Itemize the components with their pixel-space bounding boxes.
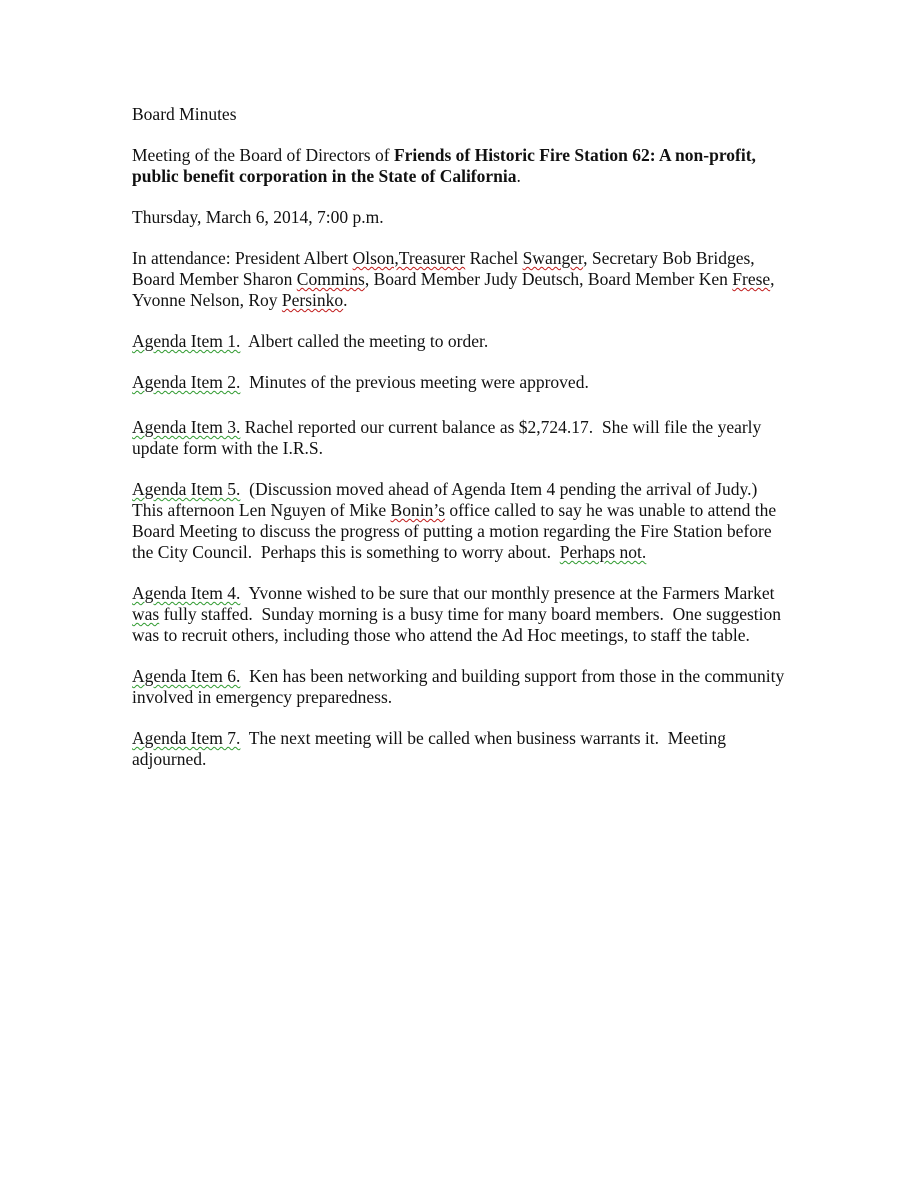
agenda-item-label: Agenda Item 7. (132, 728, 241, 748)
grammar-flag-text: was (132, 604, 160, 624)
spellcheck-word: Swanger (522, 248, 584, 268)
agenda-item-6 (132, 666, 792, 708)
attendance-text: . (343, 290, 348, 310)
organization-name: Friends of Historic Fire Station 62: A non-profit, public benefit corporation in the State of California (132, 145, 756, 186)
attendance-text: In attendance: President Albert (132, 248, 353, 268)
meeting-prefix: Meeting of the Board of Directors of (132, 145, 394, 165)
agenda-item-text: Minutes of the previous meeting were approved. (240, 372, 589, 392)
agenda-item-text: Ken has been networking and building support from those in the community involved in emergency preparedness. (132, 666, 789, 707)
agenda-item-1 (132, 331, 792, 352)
document-body (132, 104, 792, 790)
agenda-item-4 (132, 583, 792, 646)
agenda-item-5 (132, 479, 792, 563)
agenda-item-text: Rachel reported our current balance as $2,724.17. She will file the yearly update form with the I.R.S. (132, 417, 766, 458)
spellcheck-word: Bonin’s (390, 500, 446, 520)
agenda-item-text: The next meeting will be called when business warrants it. Meeting adjourned. (132, 728, 731, 769)
agenda-item-2 (132, 372, 792, 393)
agenda-item-text: office called to say he was unable to attend the Board Meeting to discuss the progress of putting a motion regarding the Fire Station before the City Council. Perhaps this is something to worry about. (132, 500, 781, 562)
agenda-item-text: (Discussion moved ahead of Agenda Item 4 pending the arrival of Judy.) This afternoon Len Nguyen of Mike (132, 479, 762, 520)
agenda-item-label: Agenda Item 2. (132, 372, 241, 392)
spellcheck-word: Olson,Treasurer (352, 248, 466, 268)
spellcheck-word: Persinko (281, 290, 344, 310)
agenda-item-text: fully staffed. Sunday morning is a busy time for many board members. One suggestion was to recruit others, including those who attend the Ad Hoc meetings, to staff the table. (132, 604, 786, 645)
agenda-item-label: Agenda Item 5. (132, 479, 241, 499)
spellcheck-word: Commins (296, 269, 365, 289)
spellcheck-word: Frese (732, 269, 771, 289)
attendance-text: , Board Member Judy Deutsch, Board Member Ken (364, 269, 733, 289)
agenda-item-label: Agenda Item 1. (132, 331, 241, 351)
agenda-item-label: Agenda Item 3. (132, 417, 241, 437)
attendance-text: , Yvonne Nelson, Roy (132, 269, 775, 310)
agenda-item-text: Yvonne wished to be sure that our monthly presence at the Farmers Market (240, 583, 779, 603)
agenda-item-3 (132, 417, 792, 459)
agenda-item-label: Agenda Item 6. (132, 666, 241, 686)
document-title: Board Minutes (132, 104, 237, 124)
agenda-item-7 (132, 728, 792, 770)
meeting-line (132, 145, 792, 187)
grammar-flag-text: Perhaps not. (559, 542, 647, 562)
meeting-date: Thursday, March 6, 2014, 7:00 p.m. (132, 207, 384, 227)
agenda-item-label: Agenda Item 4. (132, 583, 241, 603)
attendance-text: , Secretary Bob Bridges, Board Member Sharon (132, 248, 755, 289)
attendance-text: Rachel (465, 248, 523, 268)
meeting-suffix: . (516, 166, 521, 186)
agenda-item-text: Albert called the meeting to order. (240, 331, 489, 351)
attendance-paragraph (132, 248, 792, 311)
